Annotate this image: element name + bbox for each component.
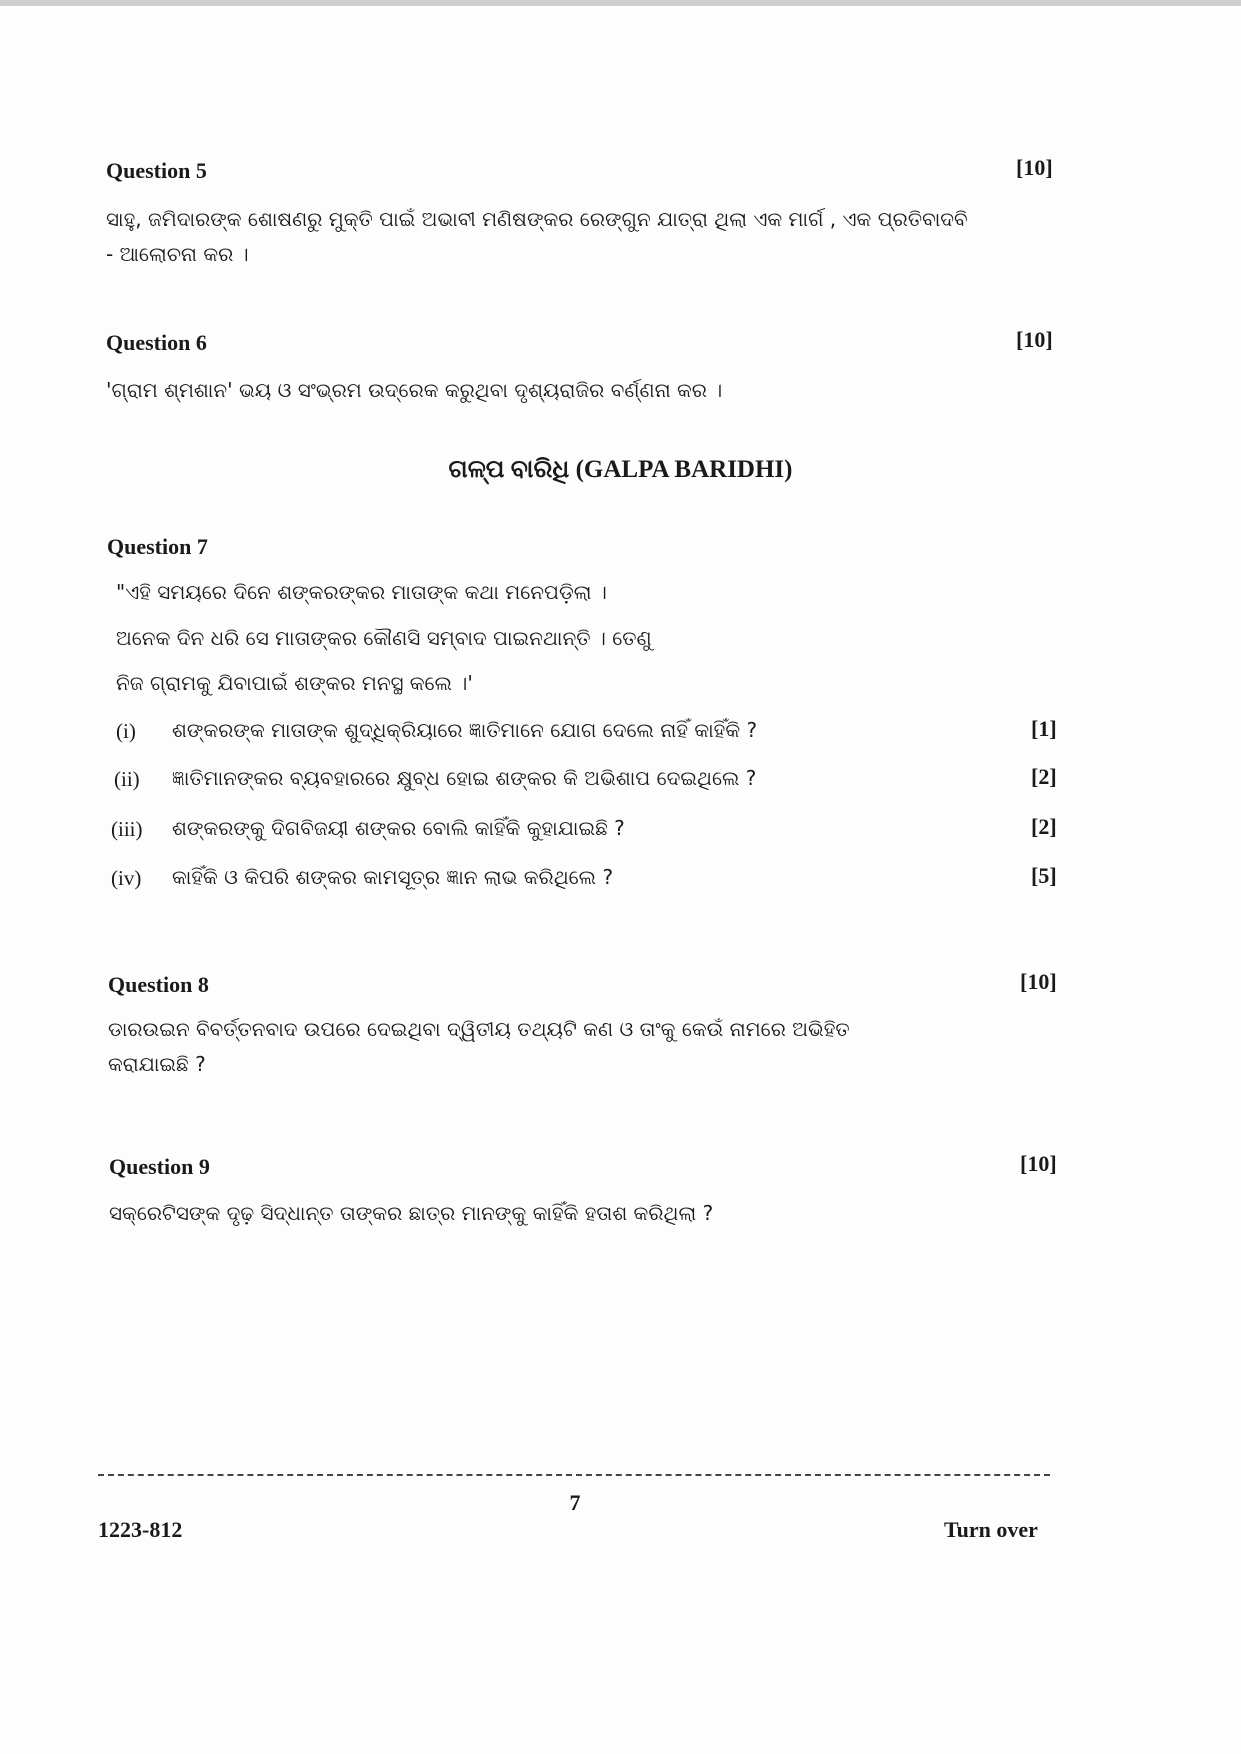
q9-marks: [10] [1020,1151,1057,1176]
q7-quote-line3: ନିଜ ଗ୍ରାମକୁ ଯିବାପାଇଁ ଶଙ୍କର ମନସ୍ଥ କଲେ ।' [116,671,473,695]
section-title: ଗଳ୍ପ ବାରିଧି (GALPA BARIDHI) [448,456,793,483]
q5-text-line2: - ଆଲୋଚନା କର । [106,242,249,266]
q6-heading: Question 6 [106,330,207,355]
q7-part-text: କାହିଁକି ଓ କିପରି ଶଙ୍କର କାମସୂତ୍ର ଜ୍ଞାନ ଲାଭ କରିଥିଲେ ? [172,865,614,889]
q7-part-marks: [5] [1031,863,1057,888]
q7-heading: Question 7 [107,534,208,559]
q5-text-line1: ସାହୁ, ଜମିଦାରଙ୍କ ଶୋଷଣରୁ ମୁକ୍ତି ପାଇଁ ଅଭାବୀ ମଣିଷଙ୍କର ରେଙ୍ଗୁନ ଯାତ୍ରା ଥିଲା ଏକ ମାର୍ଗ , ଏକ ପ୍ରତିବାଦବି [106,207,968,231]
footer-divider [98,1474,1050,1476]
q5-marks: [10] [1016,155,1053,180]
q8-text-line2: କରାଯାଇଛି ? [108,1052,206,1076]
q7-quote-line2: ଅନେକ ଦିନ ଧରି ସେ ମାତାଙ୍କର କୌଣସି ସମ୍ବାଦ ପାଇନଥାନ୍ତି । ତେଣୁ [116,626,652,650]
q7-part-number: (ii) [114,767,140,791]
q9-text-line1: ସକ୍ରେଟିସଙ୍କ ଦୃଢ଼ ସିଦ୍ଧାନ୍ତ ତାଙ୍କର ଛାତ୍ର ମାନଙ୍କୁ କାହିଁକି ହତାଶ କରିଥିଲା ? [109,1201,714,1225]
q8-text-line1: ଡାରଉଇନ ବିବର୍ତ୍ତନବାଦ ଉପରେ ଦେଇଥିବା ଦ୍ୱିତୀୟ ତଥ୍ୟଟି କଣ ଓ ତାଂକୁ କେଉଁ ନାମରେ ଅଭିହିତ [108,1017,850,1041]
turn-over-note: Turn over [944,1517,1038,1542]
q7-part-number: (iii) [111,817,143,841]
q7-part-marks: [2] [1031,814,1057,839]
q7-part-number: (iv) [111,866,142,890]
q9-heading: Question 9 [109,1154,210,1179]
q7-part-marks: [2] [1031,764,1057,789]
q6-marks: [10] [1016,327,1053,352]
q7-quote-line1: "ଏହି ସମୟରେ ଦିନେ ଶଙ୍କରଙ୍କର ମାତାଙ୍କ କଥା ମନେପଡ଼ିଲା । [116,580,607,604]
q7-part-text: ଶଙ୍କରଙ୍କ ମାତାଙ୍କ ଶୁଦ୍ଧିକ୍ରିୟାରେ ଜ୍ଞାତିମାନେ ଯୋଗ ଦେଲେ ନାହିଁ କାହିଁକି ? [172,718,758,742]
q7-part-text: ଜ୍ଞାତିମାନଙ୍କର ବ୍ୟବହାରରେ କ୍ଷୁବ୍ଧ ହୋଇ ଶଙ୍କର କି ଅଭିଶାପ ଦେଇଥିଲେ ? [172,766,757,790]
q7-part-text: ଶଙ୍କରଙ୍କୁ ଦିଗବିଜୟୀ ଶଙ୍କର ବୋଲି କାହିଁକି କୁହାଯାଇଛି ? [172,816,625,840]
page-number: 7 [569,1490,581,1515]
paper-code: 1223-812 [98,1517,183,1542]
q8-marks: [10] [1020,969,1057,994]
q5-heading: Question 5 [106,158,207,183]
q7-part-number: (i) [116,719,136,743]
scan-top-edge [0,0,1241,6]
q7-part-marks: [1] [1031,716,1057,741]
q8-heading: Question 8 [108,972,209,997]
q6-text-line1: 'ଗ୍ରାମ ଶ୍ମଶାନ' ଭୟ ଓ ସଂଭ୍ରମ ଉଦ୍ରେକ କରୁଥିବା ଦୃଶ୍ୟରାଜିର ବର୍ଣ୍ଣନା କର । [106,378,723,402]
